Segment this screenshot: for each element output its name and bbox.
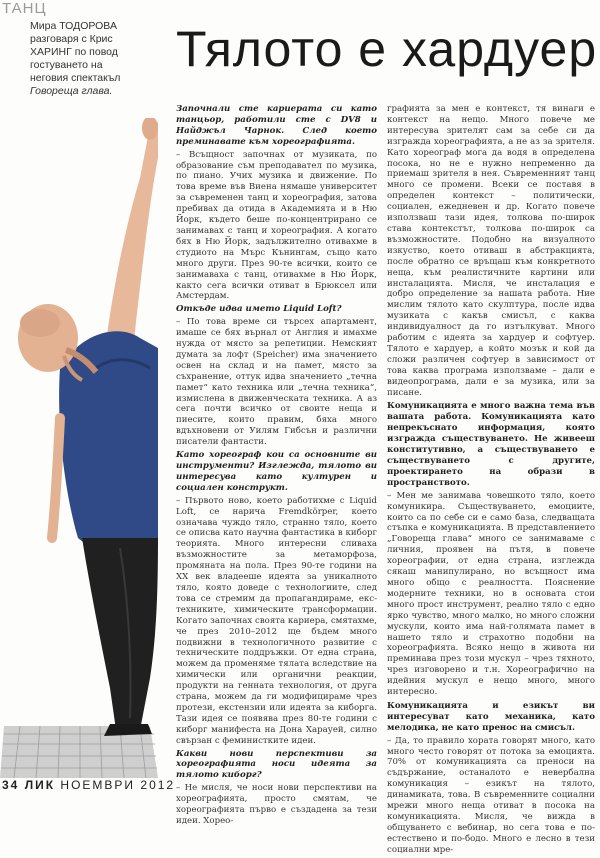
article-paragraph: – Не мисля, че носи нови перспективи на хореографията, просто смятам, че хореографията първо е създадена за тези идеи. Хорео- bbox=[176, 783, 377, 826]
section-tag: ТАНЦ bbox=[2, 0, 47, 17]
article-paragraph: – Да, то правило хората говорят много, като много често говорят от потока за емоцията. 70% от комуникацията са преноси на съдържание, останалото е невербална комуникация – езикът на тялото, динамиката, това. В съвременните социални мрежи много неща отиват в посока на комуникацията. Мисля, че вижда в общуването с вебинар, но сега това е по-естествено и по-бодо. Много е лесно в тези социални мре- bbox=[387, 735, 595, 855]
byline-line: разговаря с Крис bbox=[30, 33, 113, 45]
byline-line: гостуването на bbox=[30, 59, 103, 71]
article-paragraph: – Първото ново, което работихме с Liquid Loft, се нарича Fremdkörper, което означава чуждо тяло, странно тяло, което се описва като научна фантастика в киборг теорията. Много интересни сливаха възможностите за метаморфоза, промяната на пола. През 90-те години на XX век владееше идеята за уникалното тяло, която доведе с технологиите, след това се стремим да пропагандираме, екс-техниките, химическите трансформации. Когато започнах своята кариера, смятахме, че през 2010–2012 ще бъдем много подвижни в технологичното развитие с техническите поддръжки. От една страна, можем да променяме тялата вследствие на химически или органични реакции, продукти на генната технология, от друга страна, можем да ги модифицираме чрез протези, екстензии или идеята за киборга. Тази идея се появява през 80-те години с киборг манифеста на Дона Харауей, силно свързан с феминистките идеи. bbox=[176, 495, 377, 746]
interview-question: Комуникацията и езикът ви интересуват като механика, като мелодика, не като пренос на смисъл. bbox=[387, 700, 595, 733]
article-headline: Тялото е хардуер bbox=[176, 21, 598, 77]
article-paragraph: графията за мен е контекст, тя винаги е контекст на нещо. Много повече ме интересува зрителят сам за себе си да изгражда хореографията, а не аз за зрителя. Като хореограф мога да водя в определена посока, но не е нужно непременно да приемаш зрителя в нея. Съвременният танц много се промени. Всеки се поставя в определен контекст – политически, социален, ежедневен и др. Когато повече използваш тази идея, толкова по-широк става контекстът, толкова по-широк са възможностите. Подобно на визуалното изкуство, което отиваш в абстракцията, после обратно се връщаш към конкретното неща, към реалистичните картини или инсталацията. Мисля, че инсталация е добро определение за нашата работа. Ние мислим тялото като скулптура, после идва музиката с какъв смисъл, с каква индивидуалност да го изтълкуват. Много работим с идеята за хардуер и софтуер. Тялото е хардуер, а който мозък и кой да сложи различен софтуер в зависимост от това каква програма използваме – дали е видеопрограма, дали е за музика, или за писане. bbox=[387, 104, 595, 398]
article-paragraph: – По това време си търсех апартамент, имаше се бях върнал от Англия и имахме нужда от място за репетиции. Немският думата за лофт (Speicher) има значението освен на склад и на памет, място за съхранение, оттук идва значението „течна памет“ като техника или „течна техника“, измислена в движенческата техника. А аз сега почти всичко от своите неща и пиесите, които правим, бяха много вдъхновени от Уилям Гибсън и различни писатели фантасти. bbox=[176, 317, 377, 448]
interview-question: Откъде идва името Liquid Loft? bbox=[176, 304, 342, 315]
interview-question: Комуникацията е много важна тема във вашата работа. Комуникацията като непрекъснато информация, която изгражда съществуването. Не живееш конститутивно, а съществуването е съществуването с другите, проектирането на образи в пространството. bbox=[387, 401, 595, 488]
dancer-photo bbox=[0, 118, 158, 778]
byline-show-title: Говореща глава. bbox=[30, 85, 113, 97]
byline-line: неговия спектакъл bbox=[30, 72, 121, 84]
article-paragraph: – Мен ме занимава човешкото тяло, което комуникира. Съществуването, емоциите, които са по себе си е само база, следващата стъпка е комуникацията. В представлението „Говореща глава“ много се занимаваме с личния, проявен на пътя, в повече хореографии, от една страна, изглежда сякаш манипулирано, но всъщност има много общо с реалността. Пояснение модерните техники, но в основата стои много прост инструмент, реално тяло с едно ярко чувство, много малко, но много сложни мускули, които има най-голямата памет в нашето тяло и страхотно подобни на хореографията. Всяко нещо в живота ни преминава през този мускул – чрез тяхното, чрез изговорено и т.н. Хореографично на идейния мускул е нещо много, много интересно. bbox=[387, 490, 595, 698]
article-paragraph: – Всъщност започнах от музиката, по образование съм преподавател по музика, по пиано. Учих музика и движение. По това време във Виена нямаше университет за съвременен танц и хореография, затова пребивах да отида в Академията и в Ню Йорк, където беше по-концентрирано сe занимавах с танц и хореография. А когато бях в Ню Йорк, задължително отивахме в студиото на Мърс Кънингам, също като много други. През 90-те всички, които се занимаваха с танц, отивахме в Ню Йорк, както сега всички отиват в Брюксел или Амстердам. bbox=[176, 149, 377, 302]
byline bbox=[30, 20, 180, 98]
byline-line: Мира ТОДОРОВА bbox=[30, 20, 117, 32]
article-column-1 bbox=[176, 104, 377, 829]
byline-line: ХАРИНГ по повод bbox=[30, 46, 118, 58]
article-lead: Започнали сте кариерата си като танцьор, работили сте с DV8 и Найджъл Чарнок. След което преминавате към хореографията. bbox=[176, 104, 377, 147]
interview-question: Като хореограф кои са основните ви инструменти? Изглежда, тялото ви интересува като културен и социален конструкт. bbox=[176, 450, 377, 493]
page-number: 34 bbox=[2, 778, 20, 792]
interview-question: Какви нови перспективи за хореографията носи идеята за тялото киборг? bbox=[176, 748, 377, 781]
article-column-2 bbox=[387, 104, 595, 858]
page-footer bbox=[2, 778, 175, 792]
magazine-name: ЛИК bbox=[24, 778, 56, 792]
issue-date: НОЕМВРИ 2012 bbox=[60, 778, 176, 792]
